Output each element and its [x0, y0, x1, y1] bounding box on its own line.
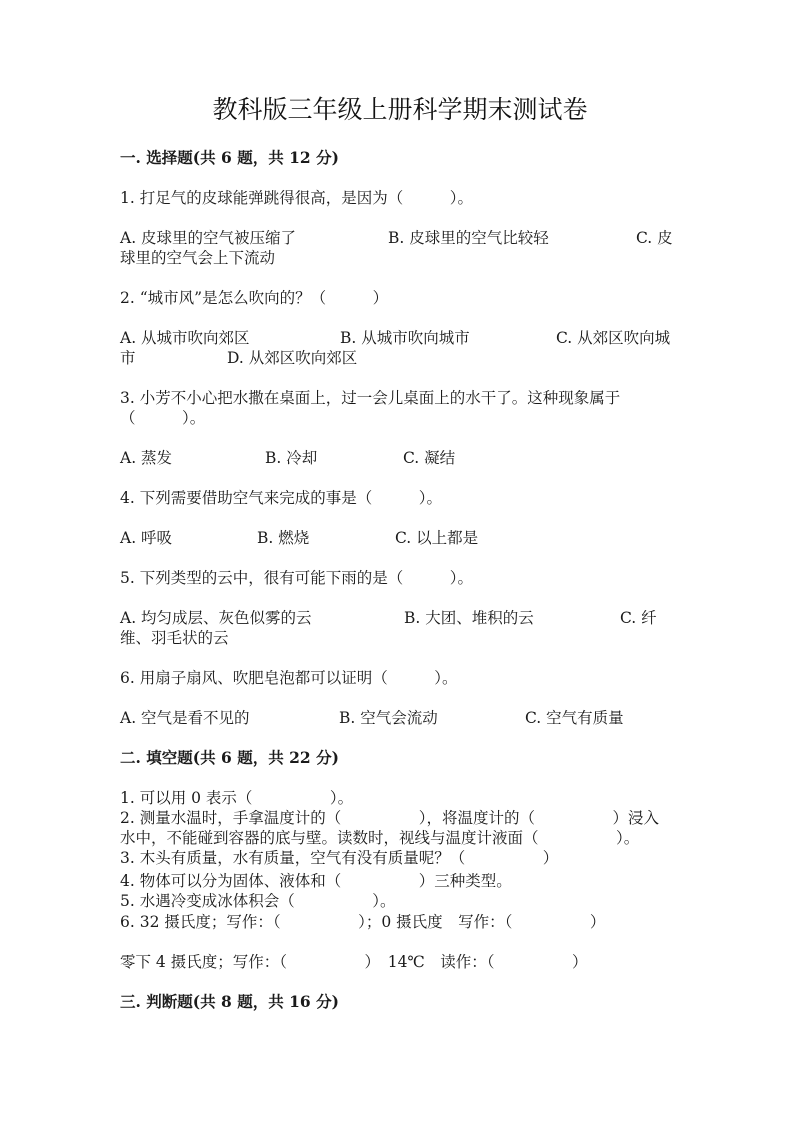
question-1-stem: 1. 打足气的皮球能弹跳得很高，是因为（ ）。 [120, 189, 473, 207]
question-2-option-d: D. 从郊区吹向郊区 [227, 349, 358, 367]
question-5-option-a: A. 均匀成层、灰色似雾的云 [120, 609, 312, 627]
question-1-option-a: A. 皮球里的空气被压缩了 [120, 229, 297, 247]
fill-blank-line: 零下 4 摄氏度；写作：（ ） 14℃ 读作：（ ） [120, 953, 588, 971]
section-heading-fill-blank: 二. 填空题(共 6 题，共 22 分) [120, 748, 339, 767]
section-heading-choice: 一. 选择题(共 6 题，共 12 分) [120, 148, 339, 167]
question-5-stem: 5. 下列类型的云中，很有可能下雨的是（ ）。 [120, 569, 473, 587]
question-3-option-a: A. 蒸发 [120, 449, 173, 467]
question-5-option-c-cont: 维、羽毛状的云 [120, 629, 229, 647]
question-2-stem: 2. “城市风”是怎么吹向的？（ ） [120, 289, 389, 307]
question-6-option-a: A. 空气是看不见的 [120, 709, 250, 727]
question-1-option-c-cont: 球里的空气会上下流动 [120, 249, 276, 267]
fill-blank-line: 6. 32 摄氏度；写作：（ ）；0 摄氏度 写作：（ ） [120, 913, 606, 931]
question-5-option-c: C. 纤 [620, 609, 657, 627]
fill-blank-line: 4. 物体可以分为固体、液体和（ ）三种类型。 [120, 872, 512, 890]
fill-blank-line: 水中，不能碰到容器的底与壁。读数时，视线与温度计液面（ ）。 [120, 829, 640, 847]
question-2-option-b: B. 从城市吹向城市 [340, 329, 470, 347]
question-3-stem: 3. 小芳不小心把水撒在桌面上，过一会儿桌面上的水干了。这种现象属于 [120, 389, 621, 407]
question-6-stem: 6. 用扇子扇风、吹肥皂泡都可以证明（ ）。 [120, 669, 458, 687]
question-4-option-a: A. 呼吸 [120, 529, 173, 547]
fill-blank-line: 5. 水遇冷变成冰体积会（ ）。 [120, 892, 396, 910]
question-6-option-b: B. 空气会流动 [339, 709, 438, 727]
fill-blank-line: 2. 测量水温时，手拿温度计的（ ），将温度计的（ ）浸入 [120, 809, 659, 827]
question-1-option-c: C. 皮 [636, 229, 673, 247]
question-3-option-c: C. 凝结 [403, 449, 456, 467]
page-title: 教科版三年级上册科学期末测试卷 [212, 95, 588, 124]
section-heading-true-false: 三. 判断题(共 8 题，共 16 分) [120, 992, 339, 1011]
question-2-option-c: C. 从郊区吹向城 [556, 329, 671, 347]
question-2-option-c-cont: 市 [120, 349, 136, 367]
question-4-option-b: B. 燃烧 [257, 529, 310, 547]
question-3-option-b: B. 冷却 [265, 449, 318, 467]
question-1-option-b: B. 皮球里的空气比较轻 [388, 229, 549, 247]
fill-blank-line: 1. 可以用 0 表示（ ）。 [120, 789, 354, 807]
question-4-option-c: C. 以上都是 [395, 529, 479, 547]
question-2-option-a: A. 从城市吹向郊区 [120, 329, 250, 347]
question-4-stem: 4. 下列需要借助空气来完成的事是（ ）。 [120, 489, 442, 507]
question-3-stem-cont: （ ）。 [120, 409, 206, 427]
fill-blank-line: 3. 木头有质量，水有质量，空气有没有质量呢？（ ） [120, 849, 559, 867]
question-5-option-b: B. 大团、堆积的云 [404, 609, 534, 627]
question-6-option-c: C. 空气有质量 [525, 709, 624, 727]
